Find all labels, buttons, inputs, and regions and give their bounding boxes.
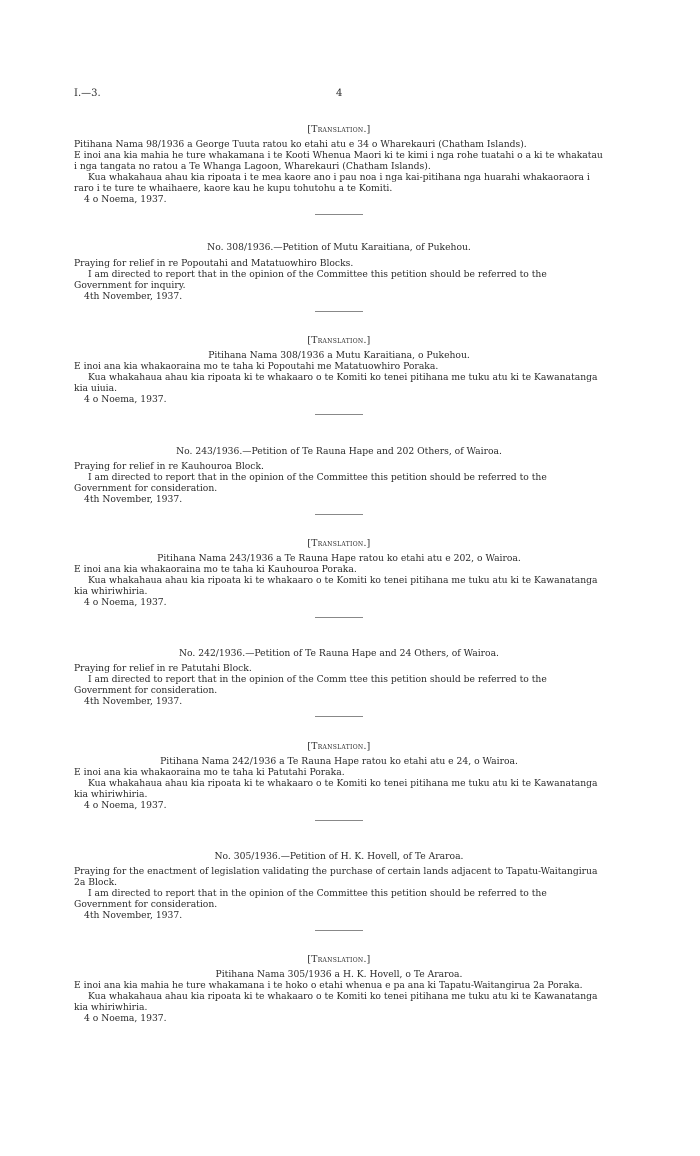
section-title: Pitihana Nama 308/1936 a Mutu Karaitiana, o Pukehou. bbox=[208, 350, 470, 361]
divider bbox=[315, 414, 363, 415]
translation-heading: [Translation.] bbox=[307, 954, 371, 965]
section-body: Kua whakahaua ahau kia ripoata ki te whakaaro o te Komiti ko tenei pitihana me tuku atu ki te Kawanatanga kia whiriwhiria. bbox=[74, 991, 598, 1013]
section-date: 4 o Noema, 1937. bbox=[84, 394, 167, 405]
section-translation-243 bbox=[74, 538, 604, 618]
section-translation-305 bbox=[74, 954, 604, 1024]
section-date: 4th November, 1937. bbox=[84, 696, 183, 707]
section-petition-242 bbox=[74, 648, 604, 717]
divider bbox=[315, 311, 363, 312]
section-petition-243 bbox=[74, 446, 604, 515]
section-title: Pitihana Nama 243/1936 a Te Rauna Hape ratou ko etahi atu e 202, o Wairoa. bbox=[157, 553, 521, 564]
section-title: Pitihana Nama 305/1936 a H. K. Hovell, o Te Araroa. bbox=[215, 969, 463, 980]
section-date: 4 o Noema, 1937. bbox=[84, 194, 167, 205]
translation-heading: [Translation.] bbox=[307, 538, 371, 549]
section-body: E inoi ana kia whakaoraina mo te taha ki Patutahi Poraka. bbox=[74, 767, 345, 778]
section-body: Kua whakahaua ahau kia ripoata i te mea kaore ano i pau noa i nga kai-pitihana nga huarahi whakaoraora i raro i te ture te whaihaere, kaore kau he kupu tohutohu a te Komiti. bbox=[74, 172, 590, 194]
section-body: I am directed to report that in the opinion of the Committee this petition should be referred to the Government for inquiry. bbox=[74, 269, 547, 291]
section-date: 4 o Noema, 1937. bbox=[84, 1013, 167, 1024]
section-body: E inoi ana kia mahia he ture whakamana i te Kooti Whenua Maori ki te kimi i nga rohe tuatahi o a ki te whakatau i nga tangata no ratou a Te Whanga Lagoon, Wharekauri (Chatham Islands). bbox=[74, 150, 603, 172]
translation-heading: [Translation.] bbox=[307, 124, 371, 135]
divider bbox=[315, 514, 363, 515]
section-body: Kua whakahaua ahau kia ripoata ki te whakaaro o te Komiti ko tenei pitihana me tuku atu ki te Kawanatanga kia whiriwhiria. bbox=[74, 778, 598, 800]
section-date: 4 o Noema, 1937. bbox=[84, 597, 167, 608]
section-title: No. 308/1936.—Petition of Mutu Karaitiana, of Pukehou. bbox=[207, 242, 471, 253]
section-body: Praying for the enactment of legislation validating the purchase of certain lands adjacent to Tapatu-Waitangirua 2a Block. bbox=[74, 866, 598, 888]
translation-heading: [Translation.] bbox=[307, 335, 371, 346]
page-number: 4 bbox=[336, 88, 343, 99]
document-reference: I.—3. bbox=[74, 88, 101, 99]
section-body: Praying for relief in re Patutahi Block. bbox=[74, 663, 252, 674]
section-petition-308 bbox=[74, 242, 604, 312]
section-title: No. 243/1936.—Petition of Te Rauna Hape and 202 Others, of Wairoa. bbox=[176, 446, 502, 457]
divider bbox=[315, 930, 363, 931]
section-body: I am directed to report that in the opinion of the Committee this petition should be referred to the Government for consideration. bbox=[74, 472, 547, 494]
section-translation-308 bbox=[74, 335, 604, 415]
section-body: Praying for relief in re Kauhouroa Block. bbox=[74, 461, 264, 472]
section-translation-98 bbox=[74, 124, 604, 215]
divider bbox=[315, 617, 363, 618]
divider bbox=[315, 716, 363, 717]
section-body: E inoi ana kia whakaoraina mo te taha ki Popoutahi me Matatuowhiro Poraka. bbox=[74, 361, 439, 372]
section-body: I am directed to report that in the opinion of the Committee this petition should be referred to the Government for consideration. bbox=[74, 888, 547, 910]
section-date: 4th November, 1937. bbox=[84, 910, 183, 921]
section-title: No. 242/1936.—Petition of Te Rauna Hape and 24 Others, of Wairoa. bbox=[179, 648, 499, 659]
section-title: Pitihana Nama 98/1936 a George Tuuta ratou ko etahi atu e 34 o Wharekauri (Chatham Islands). bbox=[74, 139, 527, 150]
section-body: I am directed to report that in the opinion of the Comm ttee this petition should be referred to the Government for consideration. bbox=[74, 674, 547, 696]
section-body: E inoi ana kia whakaoraina mo te taha ki Kauhouroa Poraka. bbox=[74, 564, 357, 575]
section-body: Kua whakahaua ahau kia ripoata ki te whakaaro o te Komiti ko tenei pitihana me tuku atu ki te Kawanatanga kia uiuia. bbox=[74, 372, 598, 394]
section-date: 4th November, 1937. bbox=[84, 494, 183, 505]
divider bbox=[315, 214, 363, 215]
divider bbox=[315, 820, 363, 821]
section-petition-305 bbox=[74, 851, 604, 931]
section-date: 4th November, 1937. bbox=[84, 291, 183, 302]
section-translation-242 bbox=[74, 741, 604, 821]
section-date: 4 o Noema, 1937. bbox=[84, 800, 167, 811]
section-title: No. 305/1936.—Petition of H. K. Hovell, of Te Araroa. bbox=[214, 851, 464, 862]
section-title: Pitihana Nama 242/1936 a Te Rauna Hape ratou ko etahi atu e 24, o Wairoa. bbox=[160, 756, 518, 767]
section-body: E inoi ana kia mahia he ture whakamana i te hoko o etahi whenua e pa ana ki Tapatu-Waitangirua 2a Poraka. bbox=[74, 980, 583, 991]
section-body: Praying for relief in re Popoutahi and Matatuowhiro Blocks. bbox=[74, 258, 354, 269]
translation-heading: [Translation.] bbox=[307, 741, 371, 752]
section-body: Kua whakahaua ahau kia ripoata ki te whakaaro o te Komiti ko tenei pitihana me tuku atu ki te Kawanatanga kia whiriwhiria. bbox=[74, 575, 598, 597]
